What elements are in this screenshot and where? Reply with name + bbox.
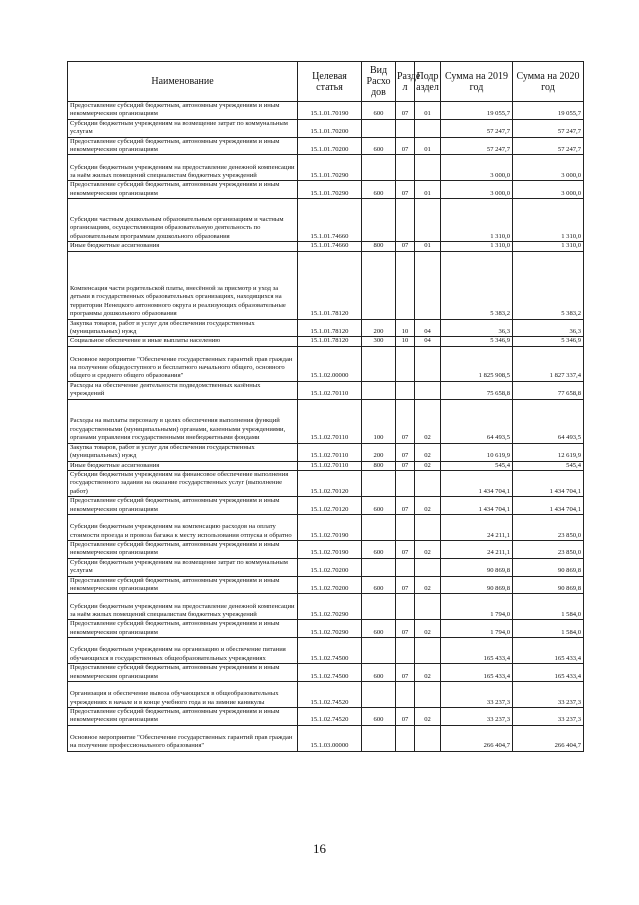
sum-2020-cell: 33 237,3 [513, 682, 584, 708]
sum-2019-cell: 33 237,3 [441, 708, 513, 726]
section-cell [396, 346, 415, 381]
table-row [68, 594, 584, 620]
target-article-cell: 15.1.02.74520 [298, 708, 362, 726]
table-row [68, 497, 584, 515]
sum-2020-cell: 90 869,8 [513, 576, 584, 594]
section-cell [396, 558, 415, 576]
sum-2020-cell: 545,4 [513, 461, 584, 470]
sum-2019-cell: 75 658,8 [441, 381, 513, 399]
table-row [68, 337, 584, 346]
expense-type-cell: 800 [362, 461, 396, 470]
target-article-cell: 15.1.02.70120 [298, 497, 362, 515]
sum-2019-cell: 19 055,7 [441, 102, 513, 120]
sum-2020-cell: 1 584,0 [513, 594, 584, 620]
row-name-cell: Предоставление субсидий бюджетным, автономным учреждениям и иным некоммерческим организациям [68, 137, 298, 155]
sum-2020-cell: 23 850,0 [513, 540, 584, 558]
sum-2020-cell: 1 310,0 [513, 242, 584, 251]
table-row [68, 381, 584, 399]
expense-type-cell: 600 [362, 708, 396, 726]
expense-type-cell [362, 119, 396, 137]
sum-2020-cell: 64 493,5 [513, 399, 584, 443]
sum-2019-cell: 5 383,2 [441, 251, 513, 319]
sum-2019-cell: 1 310,0 [441, 199, 513, 242]
sum-2019-cell: 266 404,7 [441, 725, 513, 751]
subsection-cell: 04 [415, 319, 441, 337]
table-row [68, 319, 584, 337]
table-row [68, 102, 584, 120]
table-row [68, 682, 584, 708]
sum-2019-cell: 24 211,1 [441, 514, 513, 540]
expense-type-cell [362, 514, 396, 540]
subsection-cell [415, 594, 441, 620]
expense-type-cell: 800 [362, 242, 396, 251]
row-name-cell: Субсидии бюджетным учреждениям на возмещение затрат по коммунальным услугам [68, 558, 298, 576]
header-sum-2019: Сумма на 2019 год [441, 62, 513, 102]
sum-2020-cell: 90 869,8 [513, 558, 584, 576]
sum-2019-cell: 10 619,9 [441, 443, 513, 461]
table-row [68, 181, 584, 199]
sum-2019-cell: 90 869,8 [441, 558, 513, 576]
target-article-cell: 15.1.02.70120 [298, 470, 362, 496]
target-article-cell: 15.1.01.78120 [298, 337, 362, 346]
expense-type-cell [362, 682, 396, 708]
row-name-cell: Предоставление субсидий бюджетным, автономным учреждениям и иным некоммерческим организациям [68, 576, 298, 594]
target-article-cell: 15.1.02.74500 [298, 664, 362, 682]
sum-2020-cell: 12 619,9 [513, 443, 584, 461]
target-article-cell: 15.1.02.70290 [298, 620, 362, 638]
row-name-cell: Субсидии бюджетным учреждениям на организацию и обеспечение питания обучающихся в государственных общеобразовательных учреждениях [68, 638, 298, 664]
target-article-cell: 15.1.01.70290 [298, 181, 362, 199]
subsection-cell: 02 [415, 708, 441, 726]
target-article-cell: 15.1.03.00000 [298, 725, 362, 751]
sum-2020-cell: 1 827 337,4 [513, 346, 584, 381]
header-sum-2020: Сумма на 2020 год [513, 62, 584, 102]
section-cell: 07 [396, 137, 415, 155]
row-name-cell: Субсидии бюджетным учреждениям на предоставление денежной компенсации за наём жилых помещений специалистам бюджетных учреждений [68, 155, 298, 181]
table-row [68, 664, 584, 682]
row-name-cell: Компенсация части родительской платы, внесённой за присмотр и уход за детьми в государственных образовательных организациях, находящихся на территории Ненецкого автономного округа и реализующих образовательные программы дошкольного образования [68, 251, 298, 319]
subsection-cell [415, 199, 441, 242]
row-name-cell: Предоставление субсидий бюджетным, автономным учреждениям и иным некоммерческим организациям [68, 620, 298, 638]
expense-type-cell: 600 [362, 102, 396, 120]
budget-table [67, 61, 584, 752]
sum-2020-cell: 5 383,2 [513, 251, 584, 319]
section-cell: 10 [396, 319, 415, 337]
expense-type-cell: 100 [362, 399, 396, 443]
subsection-cell: 02 [415, 620, 441, 638]
target-article-cell: 15.1.01.70290 [298, 155, 362, 181]
sum-2019-cell: 24 211,1 [441, 540, 513, 558]
section-cell [396, 155, 415, 181]
subsection-cell: 02 [415, 461, 441, 470]
row-name-cell: Основное мероприятие "Обеспечение государственных гарантий прав граждан на получение профессионального образования" [68, 725, 298, 751]
expense-type-cell: 600 [362, 540, 396, 558]
section-cell [396, 594, 415, 620]
subsection-cell: 02 [415, 399, 441, 443]
subsection-cell [415, 155, 441, 181]
section-cell: 07 [396, 443, 415, 461]
section-cell: 07 [396, 620, 415, 638]
table-row [68, 638, 584, 664]
subsection-cell: 02 [415, 497, 441, 515]
table-row [68, 470, 584, 496]
row-name-cell: Субсидии частным дошкольным образовательным организациям и частным организациям, осуществляющим образовательную деятельность по образовательным программам дошкольного образования [68, 199, 298, 242]
target-article-cell: 15.1.02.70110 [298, 443, 362, 461]
table-row [68, 708, 584, 726]
section-cell: 07 [396, 399, 415, 443]
sum-2020-cell: 33 237,3 [513, 708, 584, 726]
sum-2020-cell: 1 310,0 [513, 199, 584, 242]
expense-type-cell: 600 [362, 497, 396, 515]
target-article-cell: 15.1.01.78120 [298, 251, 362, 319]
sum-2019-cell: 545,4 [441, 461, 513, 470]
row-name-cell: Субсидии бюджетным учреждениям на возмещение затрат по коммунальным услугам [68, 119, 298, 137]
section-cell: 07 [396, 497, 415, 515]
table-row [68, 199, 584, 242]
header-name: Наименование [68, 62, 298, 102]
row-name-cell: Субсидии бюджетным учреждениям на финансовое обеспечение выполнения государственного задания на оказание государственных услуг (выполнение работ) [68, 470, 298, 496]
subsection-cell [415, 682, 441, 708]
header-target: Целевая статья [298, 62, 362, 102]
table-row [68, 155, 584, 181]
target-article-cell: 15.1.01.74660 [298, 199, 362, 242]
table-row [68, 620, 584, 638]
subsection-cell: 02 [415, 576, 441, 594]
expense-type-cell: 600 [362, 181, 396, 199]
section-cell [396, 199, 415, 242]
sum-2020-cell: 57 247,7 [513, 137, 584, 155]
sum-2019-cell: 1 794,0 [441, 594, 513, 620]
section-cell: 07 [396, 540, 415, 558]
sum-2019-cell: 165 433,4 [441, 638, 513, 664]
sum-2020-cell: 19 055,7 [513, 102, 584, 120]
expense-type-cell: 200 [362, 319, 396, 337]
expense-type-cell: 200 [362, 443, 396, 461]
sum-2019-cell: 5 346,9 [441, 337, 513, 346]
row-name-cell: Расходы на выплаты персоналу в целях обеспечения выполнения функций государственными (муниципальными) органами, казенными учреждениями, органами управления государственными внебюджетными фондами [68, 399, 298, 443]
subsection-cell [415, 558, 441, 576]
subsection-cell [415, 381, 441, 399]
subsection-cell [415, 346, 441, 381]
table-row [68, 514, 584, 540]
expense-type-cell: 300 [362, 337, 396, 346]
target-article-cell: 15.1.02.00000 [298, 346, 362, 381]
table-row [68, 540, 584, 558]
section-cell: 07 [396, 242, 415, 251]
subsection-cell: 04 [415, 337, 441, 346]
row-name-cell: Предоставление субсидий бюджетным, автономным учреждениям и иным некоммерческим организациям [68, 102, 298, 120]
sum-2019-cell: 57 247,7 [441, 137, 513, 155]
table-row [68, 137, 584, 155]
row-name-cell: Расходы на обеспечение деятельности подведомственных казённых учреждений [68, 381, 298, 399]
row-name-cell: Предоставление субсидий бюджетным, автономным учреждениям и иным некоммерческим организациям [68, 181, 298, 199]
table-row [68, 443, 584, 461]
sum-2020-cell: 36,3 [513, 319, 584, 337]
sum-2019-cell: 64 493,5 [441, 399, 513, 443]
header-podrazdel: Подр аздел [415, 62, 441, 102]
target-article-cell: 15.1.02.70190 [298, 540, 362, 558]
sum-2020-cell: 165 433,4 [513, 664, 584, 682]
sum-2020-cell: 1 434 704,1 [513, 470, 584, 496]
target-article-cell: 15.1.02.70110 [298, 381, 362, 399]
row-name-cell: Закупка товаров, работ и услуг для обеспечения государственных (муниципальных) нужд [68, 443, 298, 461]
table-row [68, 242, 584, 251]
expense-type-cell [362, 594, 396, 620]
section-cell: 10 [396, 337, 415, 346]
row-name-cell: Иные бюджетные ассигнования [68, 461, 298, 470]
subsection-cell [415, 251, 441, 319]
table-row [68, 558, 584, 576]
row-name-cell: Предоставление субсидий бюджетным, автономным учреждениям и иным некоммерческим организациям [68, 708, 298, 726]
table-row [68, 346, 584, 381]
sum-2019-cell: 3 000,0 [441, 155, 513, 181]
target-article-cell: 15.1.02.70110 [298, 461, 362, 470]
expense-type-cell: 600 [362, 620, 396, 638]
expense-type-cell [362, 725, 396, 751]
header-vid: Вид Расхо дов [362, 62, 396, 102]
target-article-cell: 15.1.02.74520 [298, 682, 362, 708]
section-cell [396, 470, 415, 496]
table-row [68, 399, 584, 443]
subsection-cell: 01 [415, 137, 441, 155]
expense-type-cell [362, 558, 396, 576]
sum-2020-cell: 77 658,8 [513, 381, 584, 399]
section-cell [396, 514, 415, 540]
sum-2019-cell: 1 310,0 [441, 242, 513, 251]
table-row [68, 725, 584, 751]
table-header-row [68, 62, 584, 102]
section-cell: 07 [396, 708, 415, 726]
target-article-cell: 15.1.02.70200 [298, 558, 362, 576]
expense-type-cell [362, 199, 396, 242]
target-article-cell: 15.1.01.70200 [298, 137, 362, 155]
section-cell: 07 [396, 576, 415, 594]
target-article-cell: 15.1.02.70190 [298, 514, 362, 540]
subsection-cell [415, 638, 441, 664]
section-cell [396, 119, 415, 137]
target-article-cell: 15.1.02.70200 [298, 576, 362, 594]
target-article-cell: 15.1.01.70200 [298, 119, 362, 137]
sum-2020-cell: 165 433,4 [513, 638, 584, 664]
target-article-cell: 15.1.01.70190 [298, 102, 362, 120]
subsection-cell: 01 [415, 242, 441, 251]
subsection-cell: 02 [415, 664, 441, 682]
sum-2020-cell: 3 000,0 [513, 181, 584, 199]
expense-type-cell [362, 470, 396, 496]
section-cell [396, 381, 415, 399]
section-cell: 07 [396, 664, 415, 682]
sum-2020-cell: 1 584,0 [513, 620, 584, 638]
section-cell [396, 725, 415, 751]
sum-2020-cell: 1 434 704,1 [513, 497, 584, 515]
sum-2020-cell: 266 404,7 [513, 725, 584, 751]
expense-type-cell: 600 [362, 137, 396, 155]
sum-2020-cell: 23 850,0 [513, 514, 584, 540]
header-razdel: Разде л [396, 62, 415, 102]
sum-2019-cell: 1 825 908,5 [441, 346, 513, 381]
subsection-cell [415, 119, 441, 137]
section-cell: 07 [396, 102, 415, 120]
target-article-cell: 15.1.01.74660 [298, 242, 362, 251]
subsection-cell [415, 514, 441, 540]
expense-type-cell [362, 346, 396, 381]
subsection-cell: 01 [415, 102, 441, 120]
sum-2019-cell: 165 433,4 [441, 664, 513, 682]
page-number: 16 [313, 841, 326, 856]
sum-2019-cell: 36,3 [441, 319, 513, 337]
table-row [68, 251, 584, 319]
table-row [68, 119, 584, 137]
sum-2019-cell: 57 247,7 [441, 119, 513, 137]
subsection-cell: 01 [415, 181, 441, 199]
row-name-cell: Предоставление субсидий бюджетным, автономным учреждениям и иным некоммерческим организациям [68, 540, 298, 558]
section-cell: 07 [396, 461, 415, 470]
section-cell [396, 682, 415, 708]
row-name-cell: Субсидии бюджетным учреждениям на предоставление денежной компенсации за наём жилых помещений специалистам бюджетных учреждений [68, 594, 298, 620]
row-name-cell: Организация и обеспечение вывоза обучающихся в общеобразовательных учреждениях в начале и в конце учебного года и на зимние каникулы [68, 682, 298, 708]
subsection-cell: 02 [415, 540, 441, 558]
expense-type-cell: 600 [362, 664, 396, 682]
subsection-cell [415, 470, 441, 496]
row-name-cell: Социальное обеспечение и иные выплаты населению [68, 337, 298, 346]
sum-2019-cell: 3 000,0 [441, 181, 513, 199]
expense-type-cell: 600 [362, 576, 396, 594]
row-name-cell: Предоставление субсидий бюджетным, автономным учреждениям и иным некоммерческим организациям [68, 664, 298, 682]
target-article-cell: 15.1.01.78120 [298, 319, 362, 337]
section-cell: 07 [396, 181, 415, 199]
expense-type-cell [362, 381, 396, 399]
target-article-cell: 15.1.02.74500 [298, 638, 362, 664]
table-row [68, 576, 584, 594]
section-cell [396, 251, 415, 319]
expense-type-cell [362, 251, 396, 319]
expense-type-cell [362, 638, 396, 664]
sum-2020-cell: 57 247,7 [513, 119, 584, 137]
subsection-cell: 02 [415, 443, 441, 461]
table-body [68, 102, 584, 752]
row-name-cell: Субсидии бюджетным учреждениям на компенсацию расходов на оплату стоимости проезда и провоза багажа к месту использования отпуска и обратно [68, 514, 298, 540]
subsection-cell [415, 725, 441, 751]
row-name-cell: Иные бюджетные ассигнования [68, 242, 298, 251]
sum-2019-cell: 90 869,8 [441, 576, 513, 594]
sum-2019-cell: 33 237,3 [441, 682, 513, 708]
sum-2019-cell: 1 794,0 [441, 620, 513, 638]
sum-2019-cell: 1 434 704,1 [441, 470, 513, 496]
expense-type-cell [362, 155, 396, 181]
row-name-cell: Предоставление субсидий бюджетным, автономным учреждениям и иным некоммерческим организациям [68, 497, 298, 515]
target-article-cell: 15.1.02.70290 [298, 594, 362, 620]
section-cell [396, 638, 415, 664]
table-row [68, 461, 584, 470]
row-name-cell: Закупка товаров, работ и услуг для обеспечения государственных (муниципальных) нужд [68, 319, 298, 337]
target-article-cell: 15.1.02.70110 [298, 399, 362, 443]
sum-2020-cell: 3 000,0 [513, 155, 584, 181]
sum-2019-cell: 1 434 704,1 [441, 497, 513, 515]
sum-2020-cell: 5 346,9 [513, 337, 584, 346]
row-name-cell: Основное мероприятие "Обеспечение государственных гарантий прав граждан на получение общедоступного и бесплатного начального общего, основного общего и среднего общего образования" [68, 346, 298, 381]
